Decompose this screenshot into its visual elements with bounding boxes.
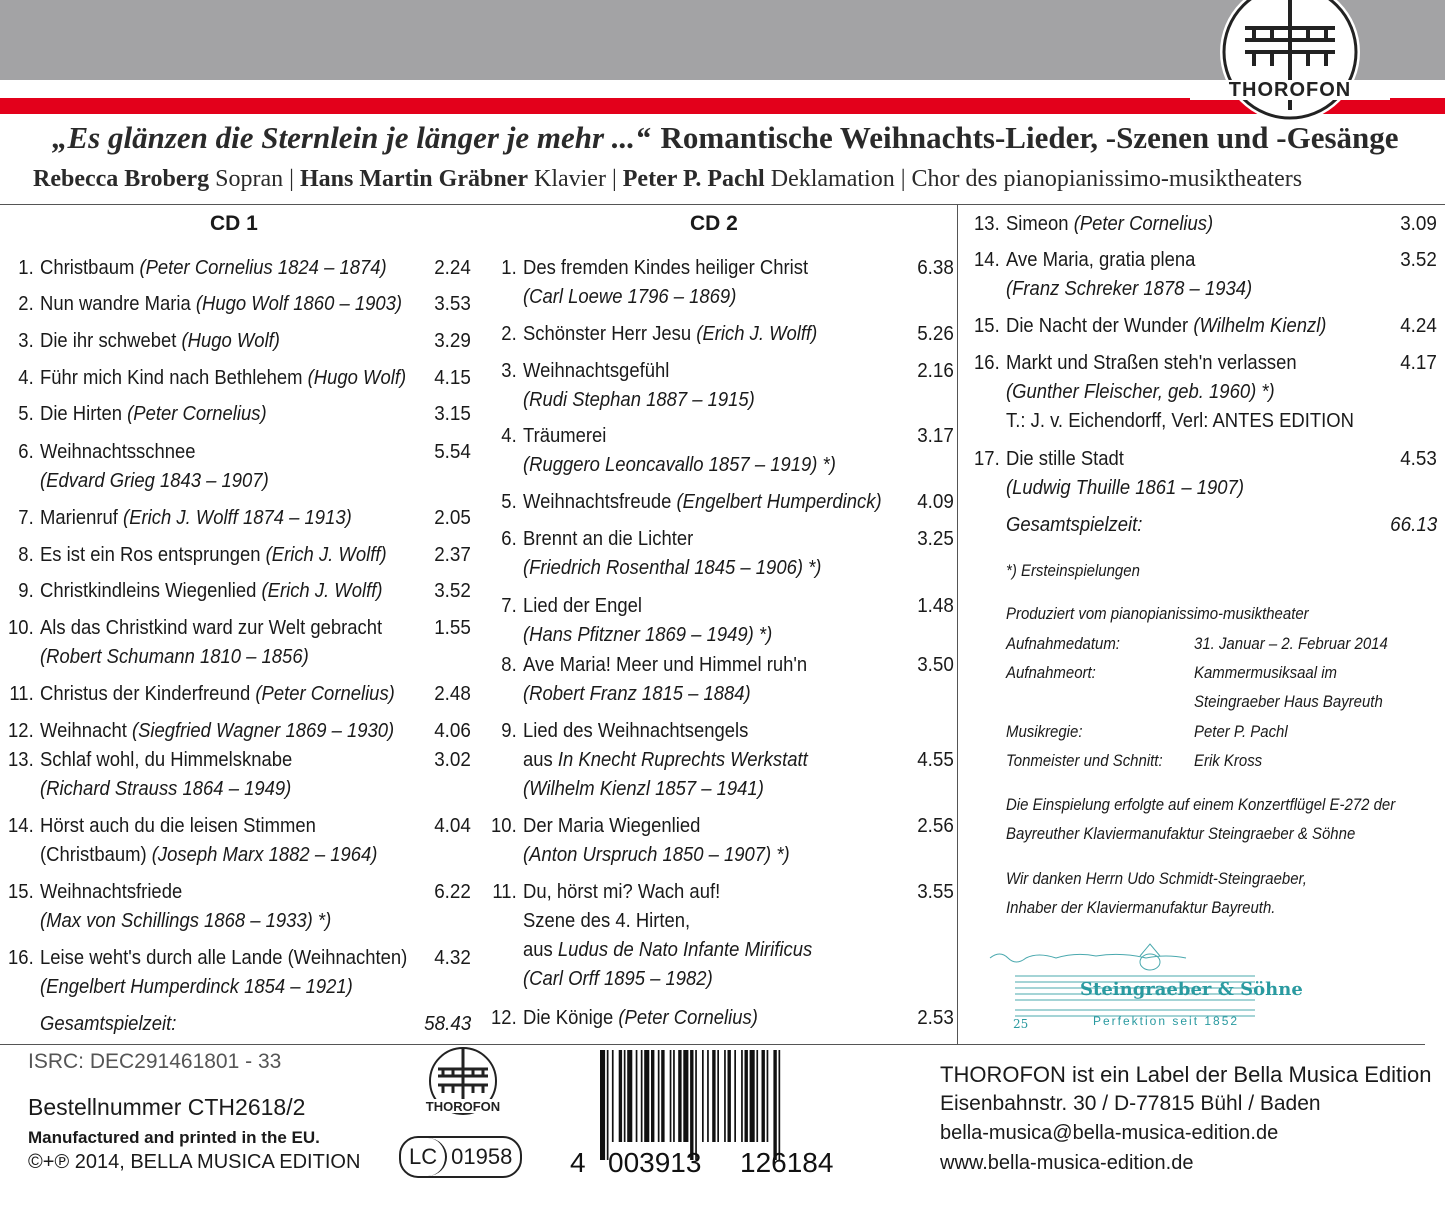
credit-name: Peter P. Pachl xyxy=(622,166,765,192)
track-row: 7. Lied der Engel xyxy=(501,594,642,617)
track-row: 13. Simeon (Peter Cornelius) xyxy=(974,212,1214,235)
track-duration: 4.15 xyxy=(434,366,471,389)
track-composer: (Max von Schillings 1868 – 1933) *) xyxy=(40,909,332,932)
track-duration: 3.52 xyxy=(1400,248,1437,271)
track-duration: 3.50 xyxy=(917,653,954,676)
track-row: 16. Markt und Straßen steh'n verlassen xyxy=(974,351,1297,374)
track-subtitle: Szene des 4. Hirten, xyxy=(523,909,691,932)
track-row: 5. Die Hirten (Peter Cornelius) xyxy=(18,402,267,425)
track-composer: (Robert Schumann 1810 – 1856) xyxy=(40,645,309,668)
total-duration: 66.13 xyxy=(1389,513,1437,536)
svg-text:25: 25 xyxy=(1013,1017,1029,1031)
track-duration: 1.48 xyxy=(917,594,954,617)
track-duration: 4.09 xyxy=(917,490,954,513)
credit-name: Rebecca Broberg xyxy=(33,166,210,192)
track-row: 11. Du, hörst mi? Wach auf! xyxy=(492,880,721,903)
engineer: Erik Kross xyxy=(1194,751,1263,770)
track-composer: (Christbaum) (Joseph Marx 1882 – 1964) xyxy=(40,843,378,866)
divider xyxy=(0,204,1445,205)
track-row: 1. Des fremden Kindes heiliger Christ xyxy=(501,256,809,279)
director-label: Musikregie: xyxy=(1006,722,1083,741)
track-row: 5. Weihnachtsfreude (Engelbert Humperdinck) xyxy=(501,490,882,513)
track-note: T.: J. v. Eichendorff, Verl: ANTES EDITION xyxy=(1006,409,1354,432)
track-row: 13. Schlaf wohl, du Himmelsknabe xyxy=(8,748,293,771)
rec-date: 31. Januar – 2. Februar 2014 xyxy=(1194,634,1388,653)
piano-note: Bayreuther Klaviermanufaktur Steingraeber & Söhne xyxy=(1006,824,1356,843)
credit-name: Hans Martin Gräbner xyxy=(299,166,528,192)
track-duration: 3.02 xyxy=(434,748,471,771)
track-row: 9. Christkindleins Wiegenlied (Erich J. Wolff) xyxy=(18,579,383,602)
thanks-note: Wir danken Herrn Udo Schmidt-Steingraeber, xyxy=(1006,869,1307,888)
track-duration: 2.16 xyxy=(917,359,954,382)
track-composer: (Carl Loewe 1796 – 1869) xyxy=(523,285,737,308)
track-duration: 2.48 xyxy=(434,682,471,705)
first-recordings-note: *) Ersteinspielungen xyxy=(1006,561,1140,580)
track-row: 9. Lied des Weihnachtsengels xyxy=(501,719,749,742)
track-composer: (Carl Orff 1895 – 1982) xyxy=(523,967,713,990)
track-duration: 3.17 xyxy=(917,424,954,447)
stamp-tagline: Perfektion seit 1852 xyxy=(1093,1014,1240,1028)
track-duration: 2.56 xyxy=(917,814,954,837)
track-composer: (Hans Pfitzner 1869 – 1949) *) xyxy=(523,623,773,646)
producer-note: Produziert vom pianopianissimo-musiktheater xyxy=(1006,604,1309,623)
barcode-digits: 003913 xyxy=(608,1147,702,1178)
track-duration: 4.24 xyxy=(1400,314,1437,337)
thanks-note: Inhaber der Klaviermanufaktur Bayreuth. xyxy=(1006,898,1276,917)
title-subtitle: Romantische Weihnachts-Lieder, -Szenen und -Gesänge xyxy=(660,120,1399,155)
track-row: 11. Christus der Kinderfreund (Peter Cornelius) xyxy=(9,682,395,705)
cd1-heading: CD 1 xyxy=(210,212,258,235)
track-row: 12. Die Könige (Peter Cornelius) xyxy=(491,1006,758,1029)
track-duration: 2.05 xyxy=(434,506,471,529)
track-composer: (Robert Franz 1815 – 1884) xyxy=(523,682,751,705)
cd2-heading: CD 2 xyxy=(690,212,738,235)
engineer-label: Tonmeister und Schnitt: xyxy=(1006,751,1163,770)
track-row: 2. Nun wandre Maria (Hugo Wolf 1860 – 1903) xyxy=(18,292,403,315)
director: Peter P. Pachl xyxy=(1194,722,1288,741)
rec-place: Steingraeber Haus Bayreuth xyxy=(1194,692,1383,711)
track-duration: 5.54 xyxy=(434,440,471,463)
total-duration: 58.43 xyxy=(423,1012,471,1035)
total-label: Gesamtspielzeit: xyxy=(1006,513,1143,536)
track-composer: (Friedrich Rosenthal 1845 – 1906) *) xyxy=(523,556,822,579)
track-row: 3. Die ihr schwebet (Hugo Wolf) xyxy=(18,329,280,352)
track-row: 12. Weihnacht (Siegfried Wagner 1869 – 1930) xyxy=(8,719,395,742)
track-duration: 2.24 xyxy=(434,256,471,279)
track-row: 14. Ave Maria, gratia plena xyxy=(974,248,1196,271)
divider xyxy=(957,204,958,1045)
track-duration: 2.53 xyxy=(917,1006,954,1029)
manufactured-note: Manufactured and printed in the EU. xyxy=(28,1128,320,1147)
track-row: 10. Der Maria Wiegenlied xyxy=(491,814,701,837)
track-row: 4. Führ mich Kind nach Bethlehem (Hugo Wolf) xyxy=(18,366,407,389)
copyright: ©+℗ 2014, BELLA MUSICA EDITION xyxy=(28,1151,361,1173)
piano-note: Die Einspielung erfolgte auf einem Konzertflügel E-272 der xyxy=(1006,795,1396,814)
track-subtitle: aus Ludus de Nato Infante Mirificus xyxy=(523,938,813,961)
track-duration: 4.32 xyxy=(434,946,471,969)
track-duration: 4.06 xyxy=(434,719,471,742)
track-row: 2. Schönster Herr Jesu (Erich J. Wolff) xyxy=(501,322,818,345)
rec-place-label: Aufnahmeort: xyxy=(1006,663,1096,682)
track-duration: 4.04 xyxy=(434,814,471,837)
track-duration: 3.29 xyxy=(434,329,471,352)
track-row: 16. Leise weht's durch alle Lande (Weihnachten) xyxy=(8,946,408,969)
track-duration: 1.55 xyxy=(434,616,471,639)
track-row: 15. Weihnachtsfriede xyxy=(8,880,183,903)
track-duration: 5.26 xyxy=(917,322,954,345)
logo-brand-text: THOROFON xyxy=(1228,79,1352,101)
track-row: 14. Hörst auch du die leisen Stimmen xyxy=(8,814,316,837)
track-row: 6. Weihnachtsschnee xyxy=(18,440,196,463)
barcode-digits: 4 xyxy=(570,1147,586,1178)
email-link[interactable]: bella-musica@bella-musica-edition.de xyxy=(940,1122,1279,1144)
logo-brand-text: THOROFON xyxy=(425,1099,501,1114)
track-row: 15. Die Nacht der Wunder (Wilhelm Kienzl) xyxy=(974,314,1327,337)
track-row: 17. Die stille Stadt xyxy=(974,447,1124,470)
track-duration: 6.38 xyxy=(917,256,954,279)
credit-choir: Chor des pianopianissimo-musiktheaters xyxy=(911,166,1303,192)
track-duration: 2.37 xyxy=(434,543,471,566)
title-quote: „Es glänzen die Sternlein je länger je mehr ...“ xyxy=(52,120,651,155)
order-number: Bestellnummer CTH2618/2 xyxy=(28,1094,306,1120)
isrc: ISRC: DEC291461801 - 33 xyxy=(28,1050,282,1073)
track-row: 7. Marienruf (Erich J. Wolff 1874 – 1913) xyxy=(18,506,352,529)
thorofon-logo xyxy=(1190,0,1390,118)
track-composer: (Ruggero Leoncavallo 1857 – 1919) *) xyxy=(523,453,836,476)
track-row: 8. Es ist ein Ros entsprungen (Erich J. Wolff) xyxy=(18,543,387,566)
website-link[interactable]: www.bella-musica-edition.de xyxy=(940,1152,1194,1174)
track-composer: (Anton Urspruch 1850 – 1907) *) xyxy=(523,843,790,866)
track-row: 4. Träumerei xyxy=(501,424,607,447)
track-row: 3. Weihnachtsgefühl xyxy=(501,359,670,382)
track-composer: (Edvard Grieg 1843 – 1907) xyxy=(40,469,269,492)
track-duration: 4.17 xyxy=(1400,351,1437,374)
label-info: THOROFON ist ein Label der Bella Musica Edition xyxy=(940,1062,1432,1087)
track-subtitle: aus In Knecht Ruprechts Werkstatt xyxy=(523,748,808,771)
track-row: 8. Ave Maria! Meer und Himmel ruh'n xyxy=(501,653,808,676)
track-duration: 3.55 xyxy=(917,880,954,903)
track-composer: (Rudi Stephan 1887 – 1915) xyxy=(523,388,755,411)
track-composer: (Richard Strauss 1864 – 1949) xyxy=(40,777,292,800)
track-row: 10. Als das Christkind ward zur Welt gebracht xyxy=(8,616,383,639)
track-row: 6. Brennt an die Lichter xyxy=(501,527,694,550)
track-composer: (Gunther Fleischer, geb. 1960) *) xyxy=(1006,380,1275,403)
divider xyxy=(0,1044,1425,1045)
track-duration: 6.22 xyxy=(434,880,471,903)
track-composer: (Wilhelm Kienzl 1857 – 1941) xyxy=(523,777,764,800)
barcode-digits: 126184 xyxy=(740,1147,834,1178)
track-duration: 3.15 xyxy=(434,402,471,425)
track-duration: 3.53 xyxy=(434,292,471,315)
rec-place: Kammermusiksaal im xyxy=(1194,663,1337,682)
barcode xyxy=(570,1050,870,1180)
address: Eisenbahnstr. 30 / D-77815 Bühl / Baden xyxy=(940,1092,1321,1115)
performer-credits: Rebecca Broberg Sopran | Hans Martin Gräbner Klavier | Peter P. Pachl Deklamation | Chor des pianopianissimo-musiktheaters xyxy=(33,166,1303,192)
stamp-name: Steingraeber & Söhne xyxy=(1080,979,1303,1000)
track-duration: 3.25 xyxy=(917,527,954,550)
track-row: 1. Christbaum (Peter Cornelius 1824 – 1874) xyxy=(18,256,387,279)
track-composer: (Ludwig Thuille 1861 – 1907) xyxy=(1006,476,1244,499)
total-label: Gesamtspielzeit: xyxy=(40,1012,177,1035)
track-duration: 4.53 xyxy=(1400,447,1437,470)
track-duration: 4.55 xyxy=(917,748,954,771)
track-composer: (Franz Schreker 1878 – 1934) xyxy=(1006,277,1253,300)
steingraeber-stamp xyxy=(985,938,1303,1038)
album-title xyxy=(52,120,1432,156)
track-duration: 3.52 xyxy=(434,579,471,602)
track-duration: 3.09 xyxy=(1400,212,1437,235)
label-code: LC 01958 xyxy=(399,1136,522,1178)
thorofon-logo xyxy=(404,1047,522,1122)
rec-date-label: Aufnahmedatum: xyxy=(1006,634,1120,653)
track-composer: (Engelbert Humperdinck 1854 – 1921) xyxy=(40,975,353,998)
